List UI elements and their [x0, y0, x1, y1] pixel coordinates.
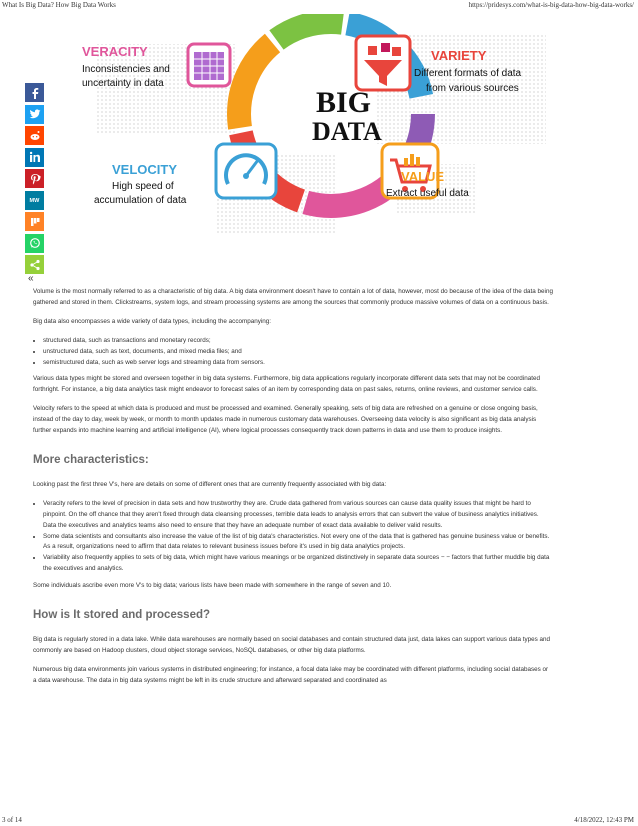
- calendar-icon: [188, 44, 230, 86]
- print-datetime: 4/18/2022, 12:43 PM: [574, 816, 634, 824]
- center-line-1: BIG: [316, 86, 372, 119]
- linkedin-share-button[interactable]: [25, 148, 44, 167]
- mewe-icon: [29, 194, 41, 206]
- linkedin-icon: [29, 151, 41, 163]
- value-title: VALUE: [401, 169, 445, 184]
- article-body: [33, 287, 553, 695]
- list-item: • unstructured data, such as text, documents, and mixed media files; and: [43, 347, 553, 358]
- heading-more-characteristics: More characteristics:: [33, 453, 149, 466]
- pinterest-icon: [29, 173, 41, 185]
- velocity-title: VELOCITY: [112, 162, 178, 177]
- big-data-infographic: [76, 14, 576, 254]
- paragraph-variety-detail: Various data types might be stored and overseen together in big data systems. Furthermore, big data applications regularly incorporate different data sets that may not be coordinated forthright. For instance, a big data analytics task might endeavor to forecast sales of an item by corresponding data on past sales, returns, online reviews, and customer service calls.: [33, 375, 540, 394]
- page-url: https://pridesys.com/what-is-big-data-how-big-data-works/: [468, 1, 634, 9]
- veracity-line-1: Inconsistencies and: [82, 64, 170, 75]
- list-item: • Variability also frequently applies to sets of big data, which might have various meanings or be organized distinctively in separate data sources − − factors that further muddle big data the executives and analytics.: [43, 553, 553, 575]
- center-line-2: DATA: [312, 117, 382, 146]
- infographic-graphic: [76, 14, 576, 254]
- speedometer-icon: [216, 144, 276, 198]
- variety-title: VARIETY: [431, 48, 487, 63]
- expand-share-toggle[interactable]: «: [28, 273, 34, 284]
- reddit-icon: [29, 130, 41, 142]
- svg-text:MW: MW: [29, 198, 39, 204]
- list-item: • Some data scientists and consultants also increase the value of the list of big data's characteristics. Not every one of the data that is gathered has genuine business value or benefits. As a result, organizations need to affirm that data relates to relevant business issues before it's used in big data analytics projects.: [43, 532, 553, 554]
- twitter-share-button[interactable]: [25, 105, 44, 124]
- more-share-button[interactable]: [25, 255, 44, 274]
- paragraph-more-intro: Looking past the first three V's, here are details on some of different ones that are currently frequently associated with big data:: [33, 480, 387, 488]
- list-item: • structured data, such as transactions and monetary records;: [43, 336, 553, 347]
- velocity-line-2: accumulation of data: [94, 195, 187, 206]
- mewe-share-button[interactable]: [25, 191, 44, 210]
- paragraph-volume: Volume is the most normally referred to as a characteristic of big data. A big data environment doesn't have to contain a lot of data, however, most do because of the idea of the data being gathered and stored in them. Clickstreams, system logs, and stream processing systems are among the sources that commonly produce massive volumes of data on a continuous basis.: [33, 288, 553, 306]
- velocity-line-1: High speed of: [112, 181, 174, 192]
- veracity-line-2: uncertainty in data: [82, 78, 164, 89]
- share-bar: [25, 83, 44, 277]
- center-badge: [312, 86, 382, 146]
- variety-line-2: from various sources: [426, 83, 519, 94]
- list-item: • semistructured data, such as web server logs and streaming data from sensors.: [43, 358, 553, 369]
- mix-icon: [29, 216, 41, 228]
- data-types-list: [33, 336, 553, 369]
- facebook-icon: [29, 87, 41, 99]
- share-icon: [29, 259, 41, 271]
- facebook-share-button[interactable]: [25, 83, 44, 102]
- twitter-icon: [29, 108, 41, 120]
- mix-share-button[interactable]: [25, 212, 44, 231]
- value-line-1: Extract useful data: [386, 188, 469, 199]
- paragraph-more-vs: Some individuals ascribe even more V's to big data; various lists have been made with somewhere in the range of seven and 10.: [33, 582, 392, 590]
- funnel-icon: [356, 36, 410, 90]
- page-number: 3 of 14: [2, 816, 22, 824]
- list-item: • Veracity refers to the level of precision in data sets and how trustworthy they are. Crude data gathered from various sources can cause data quality issues that might be hard to pinpoint. On the off chance that they aren't fixed through data cleansing processes, terrible data leads to analysis errors that can subvert the value of business analytics initiatives. Data the executives and analytics teams also need to ensure that they have an adequate number of exact data available to deliver valid results.: [43, 499, 553, 532]
- reddit-share-button[interactable]: [25, 126, 44, 145]
- paragraph-distributed: Numerous big data environments join various systems in distributed engineering; for instance, a focal data lake may be coordinated with different platforms, including social databases or a data warehouse. The data in big data systems might be left in its crude structure and afterward separated and coordinated as: [33, 665, 549, 684]
- paragraph-variety-intro: Big data also encompasses a wide variety of data types, including the accompanying:: [33, 317, 272, 325]
- paragraph-data-lake: Big data is regularly stored in a data lake. While data warehouses are normally based on social databases and contain structured data just, data lakes can support various data types and commonly are based on Hadoop clusters, cloud object storage services, NoSQL databases, or other big data platforms.: [33, 635, 550, 654]
- whatsapp-share-button[interactable]: [25, 234, 44, 253]
- paragraph-velocity: Velocity refers to the speed at which data is produced and must be processed and examined. Generally speaking, sets of big data are refreshed on a genuine or close ongoing basis, instead of the day to day, week by week, or month to month updates made in numerous customary data warehouses. Overseeing data velocity is also significant as big data analysis further expands into machine learning and artificial intelligence (AI), where logical processes consequently track down patterns in data and use them to produce insights.: [33, 405, 538, 435]
- pinterest-share-button[interactable]: [25, 169, 44, 188]
- print-footer: [0, 814, 638, 826]
- heading-storage: How is It stored and processed?: [33, 609, 211, 622]
- variety-line-1: Different formats of data: [414, 68, 522, 79]
- page-title: What Is Big Data? How Big Data Works: [2, 1, 116, 9]
- whatsapp-icon: [29, 237, 41, 249]
- veracity-title: VERACITY: [82, 44, 148, 59]
- characteristics-list: [33, 499, 553, 575]
- print-header: [0, 0, 638, 12]
